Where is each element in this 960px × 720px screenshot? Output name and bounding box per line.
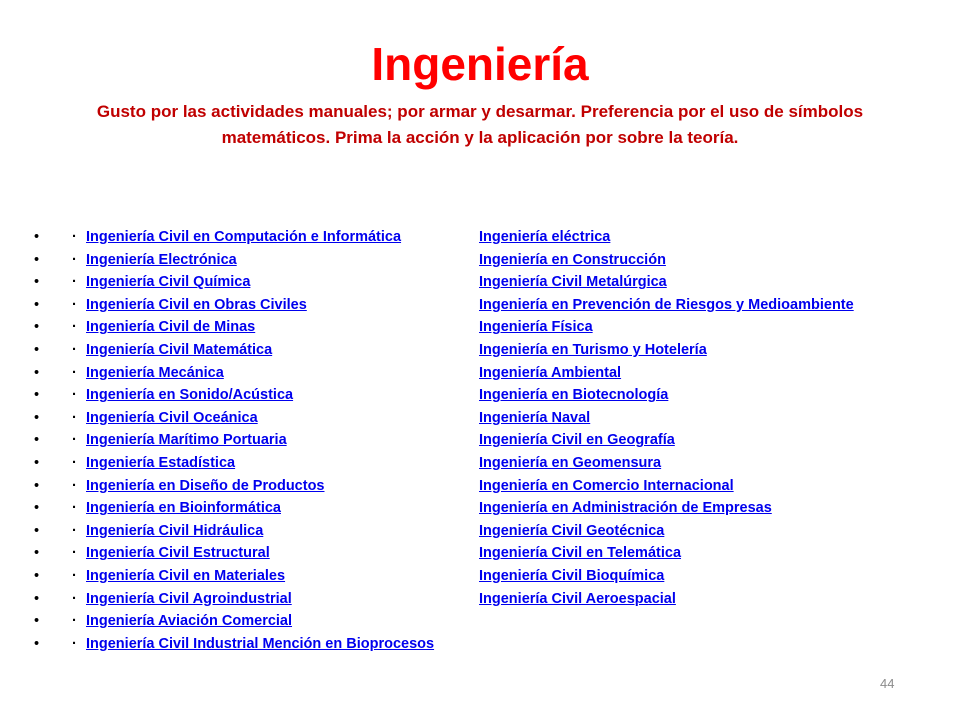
career-link[interactable]: Ingeniería Civil en Obras Civiles xyxy=(86,296,307,313)
list-item xyxy=(0,362,960,385)
career-link[interactable]: Ingeniería Ambiental xyxy=(479,364,622,381)
career-link[interactable]: Ingeniería en Bioinformática xyxy=(86,500,281,517)
career-link[interactable]: Ingeniería Civil Hidráulica xyxy=(86,522,264,539)
middle-dot: · xyxy=(72,409,77,426)
list-item xyxy=(0,497,960,520)
list-item xyxy=(0,633,960,656)
list-item xyxy=(0,565,960,588)
career-link[interactable]: Ingeniería Civil Agroindustrial xyxy=(86,590,292,607)
middle-dot: · xyxy=(72,522,77,539)
career-link[interactable]: Ingeniería eléctrica xyxy=(479,229,611,245)
list-item xyxy=(0,588,960,611)
list-item xyxy=(0,542,960,565)
list-item xyxy=(0,407,960,430)
bullet-icon: • xyxy=(34,274,40,291)
bullet-icon: • xyxy=(34,409,40,426)
career-link[interactable]: Ingeniería Civil Oceánica xyxy=(86,409,258,426)
middle-dot: · xyxy=(72,477,77,494)
bullet-icon: • xyxy=(34,635,40,652)
engineering-list xyxy=(0,226,960,655)
career-link[interactable]: Ingeniería Civil en Telemática xyxy=(479,545,682,562)
career-link[interactable]: Ingeniería en Comercio Internacional xyxy=(479,477,734,494)
career-link[interactable]: Ingeniería Civil de Minas xyxy=(86,319,256,336)
bullet-icon: • xyxy=(34,364,40,381)
bullet-icon: • xyxy=(34,229,40,245)
bullet-icon: • xyxy=(34,251,40,268)
career-link[interactable]: Ingeniería Física xyxy=(479,319,593,336)
middle-dot: · xyxy=(72,635,77,652)
career-link[interactable]: Ingeniería Civil Estructural xyxy=(86,545,270,562)
career-link[interactable]: Ingeniería Estadística xyxy=(86,454,236,471)
bullet-icon: • xyxy=(34,545,40,562)
career-link[interactable]: Ingeniería en Diseño de Productos xyxy=(86,477,325,494)
list-item xyxy=(0,294,960,317)
middle-dot: · xyxy=(72,364,77,381)
list-item xyxy=(0,249,960,272)
career-link[interactable]: Ingeniería Civil Industrial Mención en Bioprocesos xyxy=(86,635,435,652)
career-link[interactable]: Ingeniería Civil Aeroespacial xyxy=(479,590,676,607)
bullet-icon: • xyxy=(34,567,40,584)
bullet-icon: • xyxy=(34,613,40,630)
bullet-icon: • xyxy=(34,477,40,494)
list-item xyxy=(0,475,960,498)
middle-dot: · xyxy=(72,432,77,449)
career-link[interactable]: Ingeniería en Turismo y Hotelería xyxy=(479,341,707,358)
middle-dot: · xyxy=(72,454,77,471)
middle-dot: · xyxy=(72,545,77,562)
career-link[interactable]: Ingeniería Civil Bioquímica xyxy=(479,567,665,584)
bullet-icon: • xyxy=(34,454,40,471)
list-item xyxy=(0,339,960,362)
middle-dot: · xyxy=(72,319,77,336)
bullet-icon: • xyxy=(34,296,40,313)
career-link[interactable]: Ingeniería Civil Metalúrgica xyxy=(479,274,667,291)
career-link[interactable]: Ingeniería en Geomensura xyxy=(479,454,662,471)
middle-dot: · xyxy=(72,229,77,245)
middle-dot: · xyxy=(72,341,77,358)
page-number: 44 xyxy=(880,676,895,691)
bullet-icon: • xyxy=(34,432,40,449)
middle-dot: · xyxy=(72,251,77,268)
middle-dot: · xyxy=(72,590,77,607)
list-item xyxy=(0,452,960,475)
career-link[interactable]: Ingeniería Marítimo Portuaria xyxy=(86,432,287,449)
page-subtitle: Gusto por las actividades manuales; por armar y desarmar. Preferencia por el uso de símbolos matemáticos. Prima la acción y la aplicación por sobre la teoría. xyxy=(96,102,864,147)
list-item xyxy=(0,429,960,452)
list-item xyxy=(0,316,960,339)
list-item xyxy=(0,610,960,633)
bullet-icon: • xyxy=(34,590,40,607)
bullet-icon: • xyxy=(34,387,40,404)
middle-dot: · xyxy=(72,387,77,404)
career-link[interactable]: Ingeniería en Prevención de Riesgos y Medioambiente xyxy=(479,296,854,313)
career-link[interactable]: Ingeniería en Sonido/Acústica xyxy=(86,387,294,404)
list-item xyxy=(0,226,960,249)
career-link[interactable]: Ingeniería Civil Geotécnica xyxy=(479,522,665,539)
career-link[interactable]: Ingeniería Aviación Comercial xyxy=(86,613,293,630)
bullet-icon: • xyxy=(34,341,40,358)
career-link[interactable]: Ingeniería en Construcción xyxy=(479,251,666,268)
career-link[interactable]: Ingeniería Naval xyxy=(479,409,591,426)
career-link[interactable]: Ingeniería Civil en Computación e Informática xyxy=(86,229,402,245)
list-item xyxy=(0,271,960,294)
career-link[interactable]: Ingeniería en Biotecnología xyxy=(479,387,669,404)
middle-dot: · xyxy=(72,274,77,291)
middle-dot: · xyxy=(72,500,77,517)
list-item xyxy=(0,520,960,543)
middle-dot: · xyxy=(72,567,77,584)
page-title: Ingeniería xyxy=(371,38,589,90)
bullet-icon: • xyxy=(34,319,40,336)
career-link[interactable]: Ingeniería Civil Química xyxy=(86,274,251,291)
bullet-icon: • xyxy=(34,522,40,539)
career-link[interactable]: Ingeniería en Administración de Empresas xyxy=(479,500,772,517)
bullet-icon: • xyxy=(34,500,40,517)
middle-dot: · xyxy=(72,613,77,630)
career-link[interactable]: Ingeniería Electrónica xyxy=(86,251,237,268)
career-link[interactable]: Ingeniería Civil en Materiales xyxy=(86,567,286,584)
career-link[interactable]: Ingeniería Civil en Geografía xyxy=(479,432,675,449)
middle-dot: · xyxy=(72,296,77,313)
career-link[interactable]: Ingeniería Civil Matemática xyxy=(86,341,273,358)
career-link[interactable]: Ingeniería Mecánica xyxy=(86,364,224,381)
list-item xyxy=(0,384,960,407)
